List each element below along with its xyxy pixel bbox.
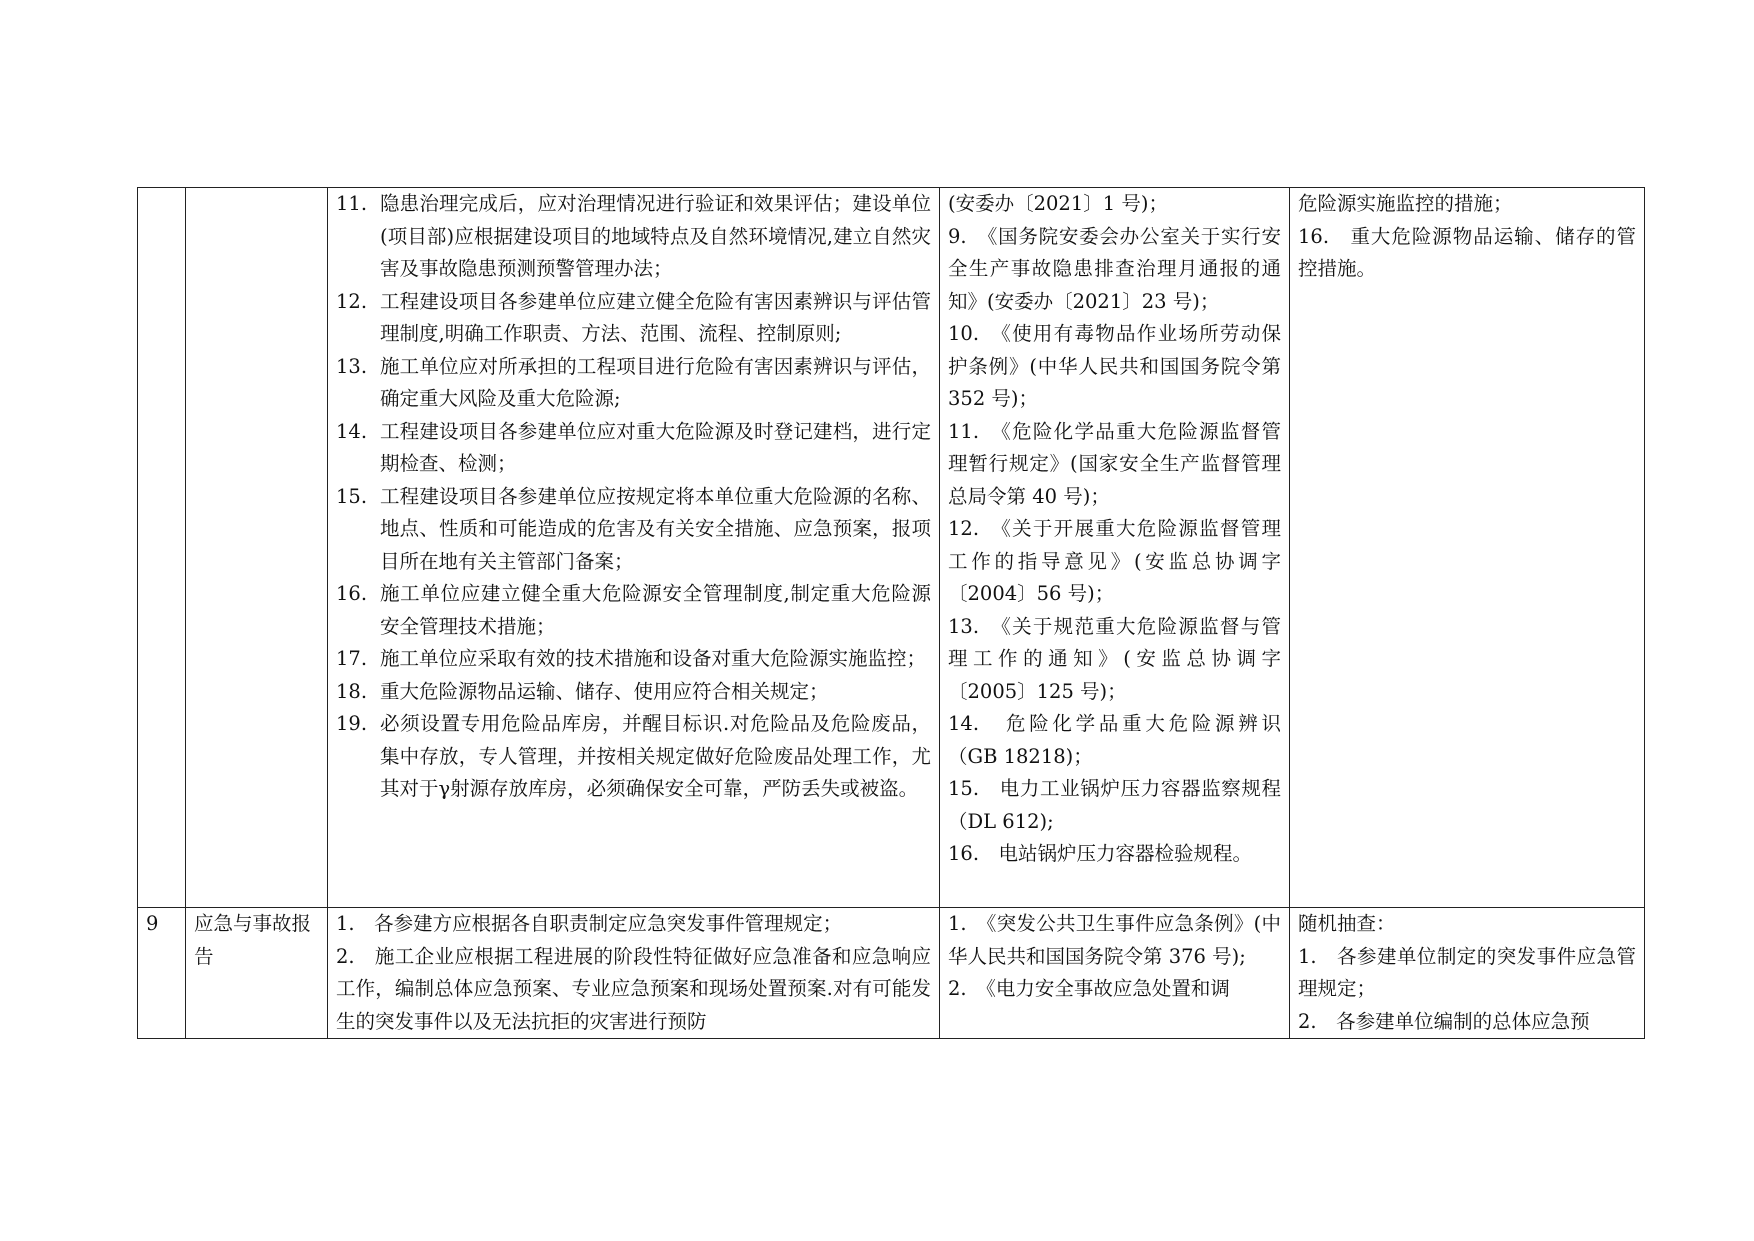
requirement-item: 12. 工程建设项目各参建单位应建立健全危险有害因素辨识与评估管理制度,明确工作职责、方法、范围、流程、控制原则; — [336, 289, 931, 345]
requirement-item: 19. 必须设置专用危险品库房，并醒目标识.对危险品及危险废品，集中存放，专人管理，并按相关规定做好危险废品处理工作，尤其对于γ射源存放库房，必须确保安全可靠，严防丢失或被盗。 — [336, 712, 931, 800]
reference-item: 12. 《关于开展重大危险源监督管理工作的指导意见》(安监总协调字〔2004〕56 号)； — [948, 517, 1281, 605]
requirement-item: 14. 工程建设项目各参建单位应对重大危险源及时登记建档，进行定期检查、检测； — [336, 419, 931, 475]
reference-item: 9. 《国务院安委会办公室关于实行安全生产事故隐患排查治理月通报的通知》(安委办〔2021〕23 号)； — [948, 224, 1281, 313]
requirements-cell — [328, 908, 940, 1039]
requirement-item: 16. 施工单位应建立健全重大危险源安全管理制度,制定重大危险源安全管理技术措施； — [336, 582, 931, 638]
category-cell — [186, 188, 328, 908]
table-row — [138, 188, 1645, 908]
requirement-item: 15. 工程建设项目各参建单位应按规定将本单位重大危险源的名称、地点、性质和可能造成的危害及有关安全措施、应急预案，报项目所在地有关主管部门备案； — [336, 484, 931, 573]
requirement-item: 18. 重大危险源物品运输、储存、使用应符合相关规定； — [336, 679, 829, 703]
requirement-item: 13. 施工单位应对所承担的工程项目进行危险有害因素辨识与评估，确定重大风险及重大危险源; — [336, 354, 931, 410]
check-item: 随机抽查： — [1298, 912, 1396, 935]
row-number-cell — [138, 188, 186, 908]
requirements-cell — [328, 188, 940, 908]
references-cell — [940, 908, 1290, 1039]
reference-item: 11. 《危险化学品重大危险源监督管理暂行规定》(国家安全生产监督管理总局令第 40 号)； — [948, 419, 1281, 508]
requirement-item: 2. 施工企业应根据工程进展的阶段性特征做好应急准备和应急响应工作，编制总体应急预案、专业应急预案和现场处置预案.对有可能发生的突发事件以及无法抗拒的灾害进行预防 — [336, 944, 931, 1033]
checks-cell — [1290, 188, 1645, 908]
reference-item: 1. 《突发公共卫生事件应急条例》(中华人民共和国国务院令第 376 号); — [948, 912, 1281, 968]
reference-item: 2. 《电力安全事故应急处置和调 — [948, 977, 1230, 1000]
reference-item: 10. 《使用有毒物品作业场所劳动保护条例》(中华人民共和国国务院令第 352 号)； — [948, 322, 1281, 410]
checks-cell — [1290, 908, 1645, 1039]
check-item: 16. 重大危险源物品运输、储存的管控措施。 — [1298, 224, 1636, 280]
check-item: 1. 各参建单位制定的突发事件应急管理规定； — [1298, 944, 1636, 1000]
check-item: 2. 各参建单位编制的总体应急预 — [1298, 1009, 1590, 1033]
reference-item: 16. 电站锅炉压力容器检验规程。 — [948, 842, 1253, 865]
reference-item: (安委办〔2021〕1 号)； — [948, 192, 1168, 215]
reference-item: 15. 电力工业锅炉压力容器监察规程（DL 612); — [948, 777, 1281, 833]
reference-item: 14. 危险化学品重大危险源辨识（GB 18218)； — [948, 712, 1281, 768]
table-row — [138, 908, 1645, 1039]
requirement-item: 11. 隐患治理完成后，应对治理情况进行验证和效果评估；建设单位(项目部)应根据建设项目的地域特点及自然环境情况,建立自然灾害及事故隐患预测预警管理办法； — [336, 192, 931, 280]
requirement-item: 17. 施工单位应采取有效的技术措施和设备对重大危险源实施监控； — [336, 647, 927, 670]
check-item: 危险源实施监控的措施； — [1298, 192, 1513, 215]
reference-item: 13. 《关于规范重大危险源监督与管理工作的通知》(安监总协调字〔2005〕125 号)； — [948, 614, 1281, 703]
category-cell: 应急与事故报告 — [186, 908, 328, 1039]
row-number-cell: 9 — [138, 908, 186, 1039]
requirement-item: 1. 各参建方应根据各自职责制定应急突发事件管理规定； — [336, 912, 843, 935]
references-cell — [940, 188, 1290, 908]
safety-requirements-table — [137, 187, 1645, 1039]
